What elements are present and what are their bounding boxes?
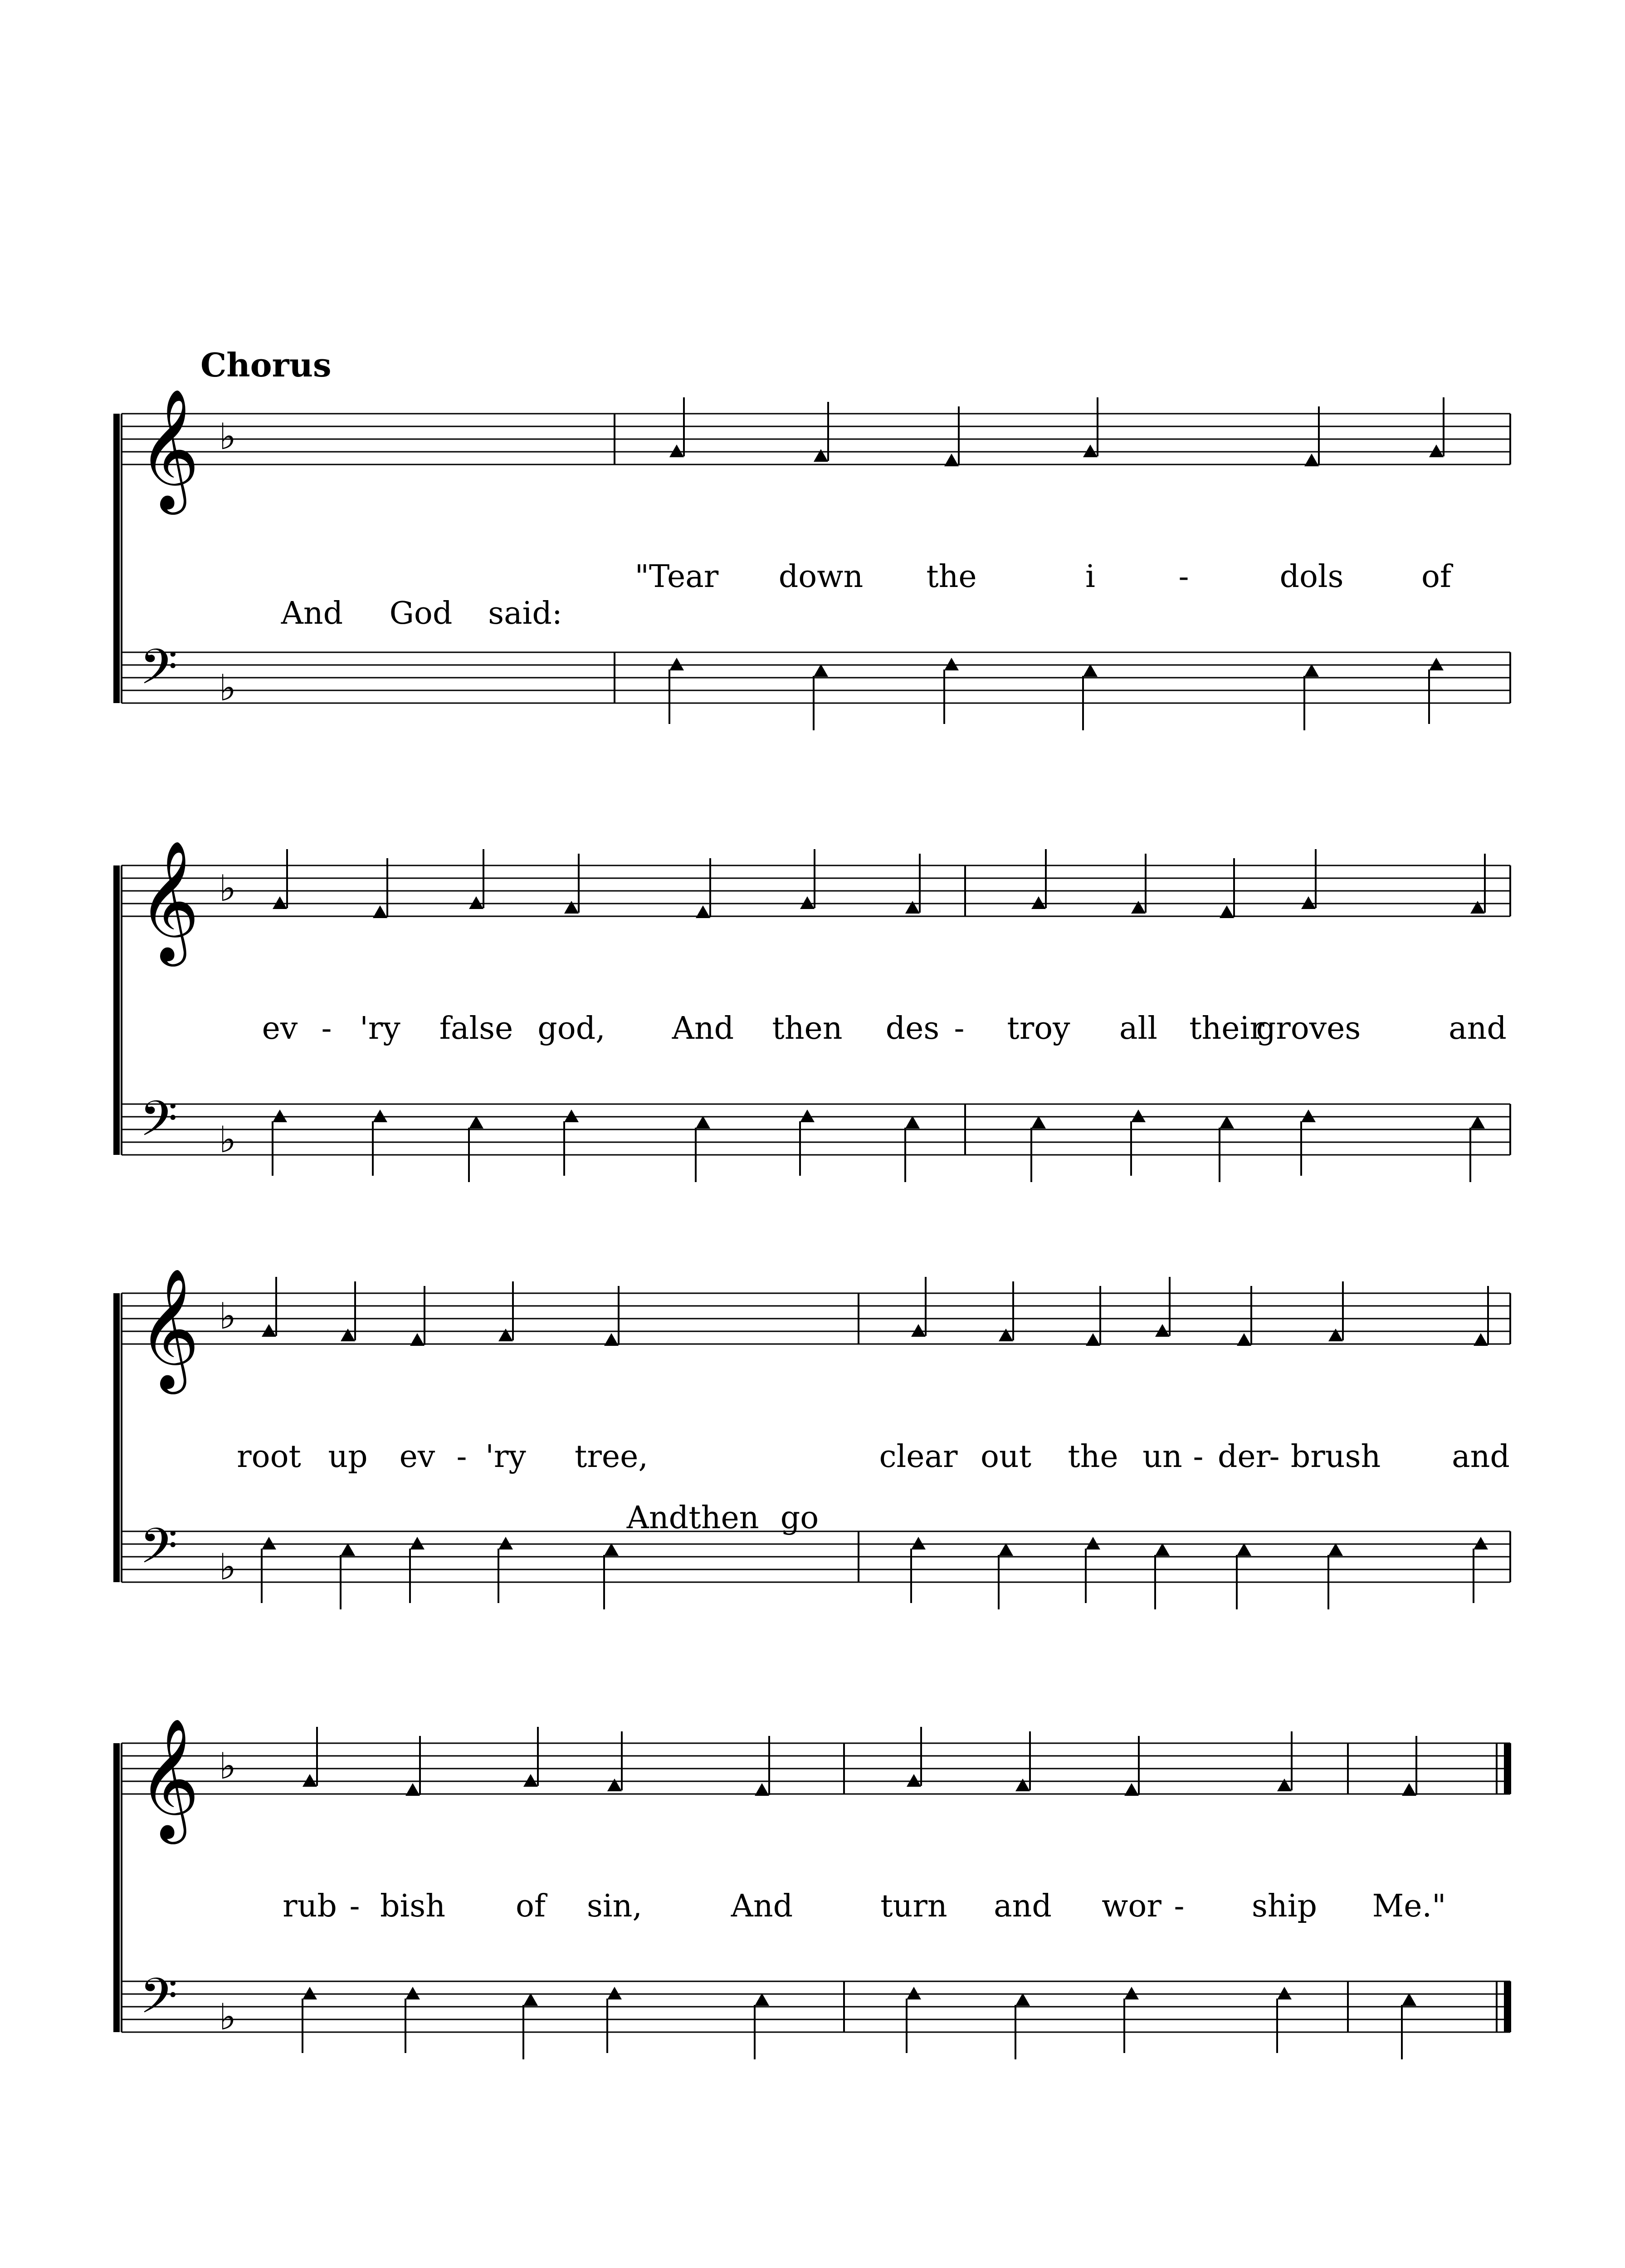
note [1015,1731,1030,1791]
treble-staff [122,414,1510,464]
system-bracket [113,414,120,703]
lyric-syllable: des [885,1011,940,1046]
lyric-syllable: 'ry [360,1011,400,1046]
lyric-syllable: dols [1279,559,1344,595]
note [905,854,920,914]
lyric-syllable: - [456,1439,467,1475]
note [1277,1731,1292,1791]
lyric-syllable: their [1189,1011,1264,1046]
note [1220,1116,1234,1182]
flat-key-signature-icon: ♭ [219,415,236,458]
lyric-syllable: ship [1252,1888,1317,1924]
note [469,849,483,909]
note [1083,397,1098,457]
lyric-syllable: and [994,1888,1052,1924]
note [999,1281,1013,1341]
note [1402,1736,1416,1796]
note [1124,1736,1139,1796]
lyric-syllable: God [389,596,453,631]
lyric-syllable: god, [537,1011,605,1046]
note [911,1277,926,1337]
note [999,1543,1013,1609]
lyric-syllable: bish [380,1888,445,1924]
note [341,1543,355,1609]
note [1402,1993,1416,2059]
lyric-syllable: clear [879,1439,958,1475]
flat-key-signature-icon: ♭ [219,1119,236,1161]
note [696,1116,710,1182]
lyric-syllable: "Tear [634,559,719,595]
system-bracket [113,1293,120,1582]
note [1429,397,1444,457]
note [604,1543,619,1609]
note [373,858,387,918]
lyric-syllable: go [780,1500,819,1536]
lyric-syllable: i [1085,559,1095,595]
note [1015,1993,1030,2059]
note [1304,406,1319,466]
lyric-syllable: then [772,1011,843,1046]
note [814,402,828,462]
note [303,1727,317,1787]
note [800,849,815,909]
note [1031,1116,1046,1182]
note [1304,664,1319,730]
music-system [113,1718,1511,2059]
bass-staff [122,1981,1510,2032]
treble-staff [122,1293,1510,1344]
lyric-syllable: the [926,559,977,595]
note [905,1116,920,1182]
note [1470,854,1485,914]
note [523,1727,538,1787]
lyric-syllable: - [349,1888,360,1924]
note [1470,1116,1485,1182]
lyric-syllable: false [439,1011,513,1046]
note [273,849,287,909]
note [755,1993,769,2059]
lyric-syllable: then [688,1500,759,1536]
note [944,406,959,466]
lyric-syllable: of [515,1888,546,1924]
lyric-syllable: ev [262,1011,298,1046]
note [1155,1277,1170,1337]
treble-clef-icon: 𝄞 [138,840,200,961]
lyric-syllable: rub [283,1888,337,1924]
lyric-syllable: - [1178,559,1189,595]
lyric-syllable: turn [880,1888,947,1924]
lyric-syllable: And [731,1888,793,1924]
bass-staff [122,652,1510,703]
note [1155,1543,1170,1609]
lyric-syllable: - [1193,1439,1204,1475]
note [604,1286,619,1346]
bass-staff [122,1531,1510,1582]
lyric-syllable: all [1119,1011,1158,1046]
note [696,858,710,918]
treble-clef-icon: 𝄞 [138,388,200,509]
note [1086,1286,1100,1346]
flat-key-signature-icon: ♭ [219,1745,236,1787]
music-system [113,1268,1510,1609]
treble-staff [122,1743,1510,1794]
note [755,1736,769,1796]
note [1083,664,1098,730]
lyric-syllable: - [1269,1439,1280,1475]
lyric-syllable: and [1452,1439,1510,1475]
note [1301,849,1316,909]
lyric-syllable: And [672,1011,734,1046]
lyric-syllable: And [281,596,343,631]
lyric-syllable: un [1142,1439,1182,1475]
bass-clef-icon: 𝄢 [140,1090,178,1159]
lyric-syllable: tree, [575,1439,648,1475]
lyric-syllable: brush [1290,1439,1381,1475]
note [1328,1281,1343,1341]
lyric-syllable: 'ry [485,1439,526,1475]
lyric-syllable: - [954,1011,965,1046]
note [564,854,579,914]
note [405,1736,420,1796]
music-system [113,388,1510,730]
systems [113,388,1511,2059]
treble-clef-icon: 𝄞 [138,1718,200,1839]
lyric-syllable: wor [1102,1888,1161,1924]
note [814,664,828,730]
note [669,397,684,457]
bass-clef-icon: 𝄢 [140,1967,178,2036]
note [1220,858,1234,918]
lyric-syllable: groves [1256,1011,1361,1046]
lyric-syllable: - [1174,1888,1185,1924]
bass-clef-icon: 𝄢 [140,638,178,707]
note [1131,854,1146,914]
lyric-syllable: - [321,1011,332,1046]
lyric-syllable: said: [488,596,562,631]
lyric-syllable: of [1421,559,1452,595]
lyric-syllable: And [626,1500,689,1536]
lyric-syllable: ev [399,1439,435,1475]
lyric-syllable: up [328,1439,368,1475]
system-bracket [113,1743,120,2032]
note [907,1727,921,1787]
lyric-syllable: root [237,1439,301,1475]
note [607,1731,622,1791]
lyric-syllable: sin, [586,1888,643,1924]
lyric-syllable: troy [1007,1011,1070,1046]
note [469,1116,483,1182]
lyric-syllable: der [1217,1439,1271,1475]
note [1031,849,1046,909]
lyric-syllable: and [1449,1011,1507,1046]
music-system [113,840,1510,1182]
final-barline [1504,1743,1511,1794]
flat-key-signature-icon: ♭ [219,667,236,709]
note [498,1281,513,1341]
note [341,1281,355,1341]
lyric-syllable: out [980,1439,1032,1475]
flat-key-signature-icon: ♭ [219,1295,236,1337]
note [1474,1286,1488,1346]
note [262,1277,276,1337]
flat-key-signature-icon: ♭ [219,867,236,909]
bass-clef-icon: 𝄢 [140,1517,178,1586]
lyric-syllable: Me." [1372,1888,1446,1924]
lyric-syllable: the [1068,1439,1118,1475]
note [523,1993,538,2059]
note [410,1286,425,1346]
note [1237,1286,1251,1346]
final-barline [1504,1981,1511,2032]
treble-clef-icon: 𝄞 [138,1268,200,1389]
lyric-syllable: down [778,559,864,595]
section-heading: Chorus [200,346,332,384]
note [1237,1543,1251,1609]
flat-key-signature-icon: ♭ [219,1996,236,2038]
note [1328,1543,1343,1609]
system-bracket [113,865,120,1155]
flat-key-signature-icon: ♭ [219,1546,236,1588]
